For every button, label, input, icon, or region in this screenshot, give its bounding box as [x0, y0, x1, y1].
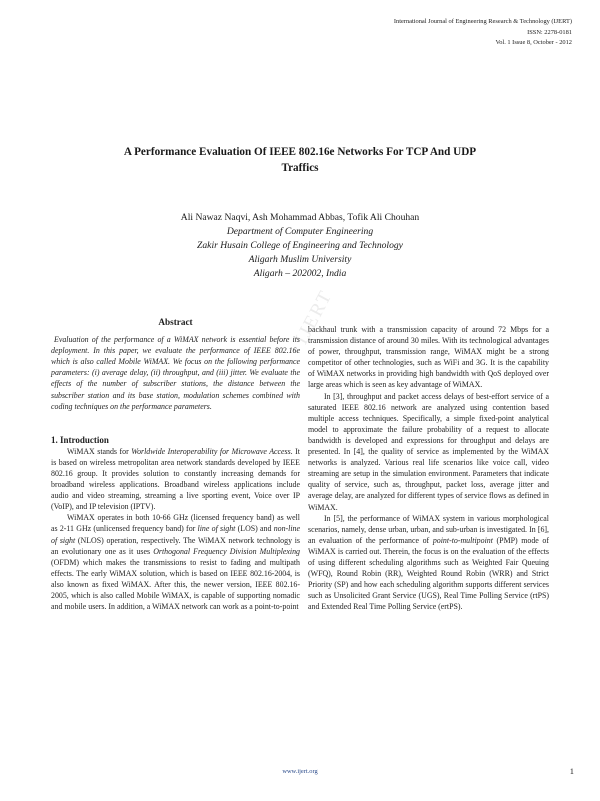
author-college: Zakir Husain College of Engineering and Technology	[197, 239, 403, 251]
page-number: 1	[569, 766, 574, 776]
author-city: Aligarh – 202002, India	[253, 267, 347, 279]
author-department: Department of Computer Engineering	[226, 225, 374, 237]
watermark: IJERT	[291, 286, 337, 348]
intro-paragraph-1	[51, 446, 300, 513]
author-university: Aligarh Muslim University	[248, 253, 352, 265]
text-run: (NLOS) operation, respectively. The WiMAX network technology is an evolutionary one as it uses	[51, 535, 300, 556]
text-run: WiMAX stands for	[67, 446, 132, 456]
journal-volume: Vol. 1 Issue 8, October - 2012	[495, 39, 572, 47]
text-run: (OFDM) which makes the transmissions to resist to fading and multipath effects. The early WiMAX solution, which is based on IEEE 802.16-2004, is also known as fixed WiMAX. After this, the newer version, IEEE 802.16-2005, which is also called Mobile WiMAX, is capable of supporting nomadic and mobile users. In addition, a WiMAX network can work as a point-to-point	[51, 557, 300, 612]
journal-issn: ISSN: 2278-0181	[527, 28, 572, 36]
journal-name: International Journal of Engineering Research & Technology (IJERT)	[393, 18, 572, 25]
title-line-1: A Performance Evaluation Of IEEE 802.16e Networks For TCP And UDP	[123, 146, 477, 158]
right-column	[308, 324, 549, 612]
abstract-heading: Abstract	[158, 317, 193, 327]
title-line-2: Traffics	[281, 162, 319, 174]
intro-paragraph-2	[51, 512, 300, 612]
left-column	[51, 0, 300, 612]
abstract-text: Evaluation of the performance of a WiMAX network is essential before its deployment. In this paper, we evaluate the performance of IEEE 802.16e which is also called Mobile WiMAX. We focus on the following performance parameters: (i) average delay, (ii) throughput, and (iii) jitter. We evaluate the effects of the number of subscriber stations, the distance between the subscriber station and its base station, modulation schemes combined with coding techniques on the performance parameters.	[51, 335, 300, 411]
text-run-italic: non-line of sight	[51, 524, 300, 545]
journal-header	[394, 17, 572, 49]
text-run: (PMP) mode of WiMAX is carried out. Therein, the focus is on the evaluation of the effects of using different scheduling algorithms such as Weighted Fair Queuing (WFQ), Round Robin (RR), Weighted Round Robin (WRR) and Strict Priority (SP) and how each scheduling algorithm supports different services such as Unsolicited Grant Service (UGS), Real Time Polling Service (rtPS) and Extended Real Time Polling Service (ertPS).	[308, 535, 549, 612]
text-run-italic: point-to-multipoint	[432, 535, 493, 545]
text-run-italic: Worldwide Interoperability for Microwave Access	[131, 446, 291, 456]
text-run-italic: Orthogonal Frequency Division Multiplexing	[153, 546, 300, 556]
text-run: (LOS) and	[235, 524, 274, 534]
right-paragraph-1: backhaul trunk with a transmission capacity of around 72 Mbps for a transmission distance of around 30 miles. With its technological advantages of power, throughput, transmission range, WiMAX might be a strong competitor of other technologies, such as WiFi and 3G. It is the capability of WiMAX networks in providing high bandwidth with QoS deployed over large areas which is seen as key advantage of WiMAX.	[308, 325, 549, 390]
right-paragraph-3	[308, 513, 549, 613]
author-names: Ali Nawaz Naqvi, Ash Mohammad Abbas, Tofik Ali Chouhan	[180, 212, 420, 223]
text-run-italic: line of sight	[197, 524, 236, 534]
right-paragraph-2: In [3], throughput and packet access delays of best-effort service of a saturated IEEE 802.16 network are analyzed using contention based multiple access techniques. Specifically, a simple fixed-point analytical model to approximate the failure probability of a request to allocate bandwidth is developed and expressions for throughput and delays are presented. In [4], the quality of service as implemented by the WiMAX networks is analyzed. Various real life scenarios like voice call, video streaming are setup in the simulation environment. Parameters that indicate quality of service, such as, throughput, packet loss, average jitter and average delay, are analyzed for different types of service flows as defined in WiMAX.	[308, 391, 549, 512]
intro-heading: 1. Introduction	[51, 434, 109, 445]
text-run: In [5], the performance of WiMAX system in various morphological scenarios, namely, dense urban, urban, and sub-urban is investigated. In [6], an evaluation of the performance of	[308, 513, 549, 545]
footer-url[interactable]: www.ijert.org	[282, 768, 318, 775]
text-run: . It is based on wireless metropolitan area network standards developed by IEEE 802.16 group. It provides solution to constantly increasing demands for broadband wireless applications. Broadband wireless applications include audio and video streaming, streaming a live sporting event, Voice over IP (VoIP), and IP television (IPTV).	[51, 446, 300, 512]
text-run: WiMAX operates in both 10-66 GHz (licensed frequency band) as well as 2-11 GHz (unlicensed frequency band) for	[51, 513, 300, 534]
